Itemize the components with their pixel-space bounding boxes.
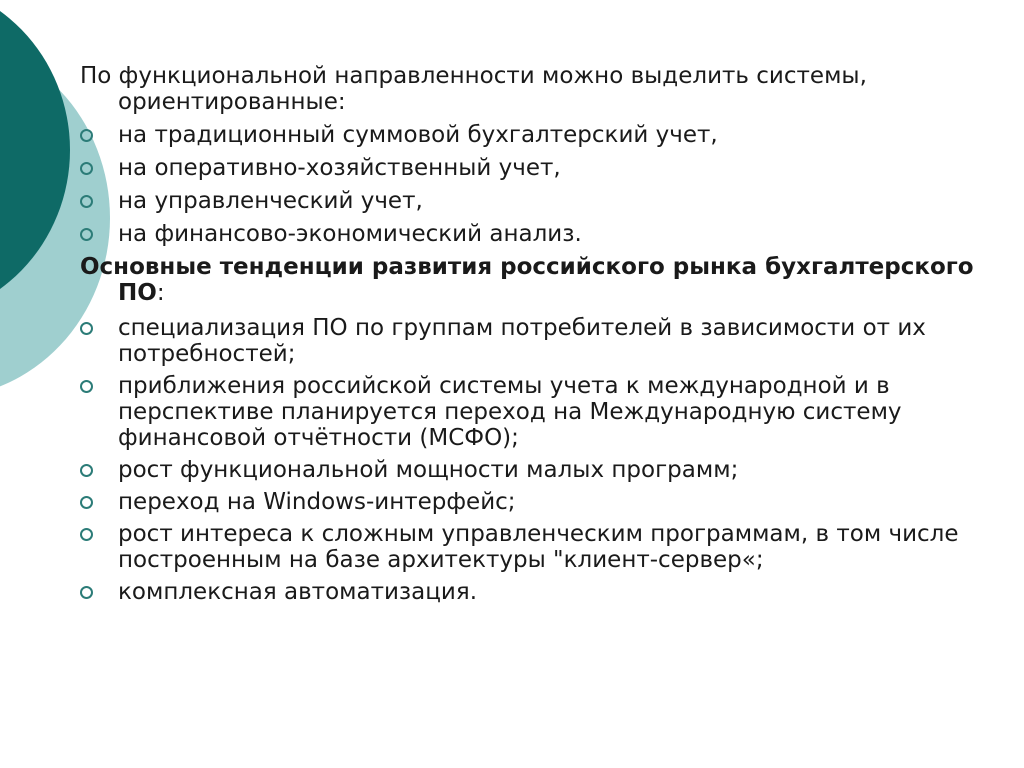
- bullet-icon: [80, 195, 93, 208]
- intro-paragraph: По функциональной направленности можно выделить системы, ориентированные:: [80, 63, 867, 115]
- bullet-icon: [80, 464, 93, 477]
- list-item: переход на Windows-интерфейс;: [80, 489, 990, 515]
- list-item: специализация ПО по группам потребителей в зависимости от их потребностей;: [80, 315, 990, 367]
- list-item: на традиционный суммовой бухгалтерский учет,: [80, 122, 990, 148]
- bullet-icon: [80, 496, 93, 509]
- slide-content: [80, 63, 990, 611]
- list-item: на управленческий учет,: [80, 188, 990, 214]
- bullet-icon: [80, 528, 93, 541]
- bullet-icon: [80, 586, 93, 599]
- list-item: рост интереса к сложным управленческим программам, в том числе построенным на базе архитектуры "клиент-сервер«;: [80, 521, 990, 573]
- bullet-icon: [80, 162, 93, 175]
- list-item: на финансово-экономический анализ.: [80, 221, 990, 247]
- bullet-icon: [80, 380, 93, 393]
- list-item: рост функциональной мощности малых программ;: [80, 457, 990, 483]
- orientation-list: [80, 122, 990, 247]
- list-item: на оперативно-хозяйственный учет,: [80, 155, 990, 181]
- list-item: приближения российской системы учета к международной и в перспективе планируется переход на Международную систему финансовой отчётности (МСФО);: [80, 373, 990, 451]
- bullet-icon: [80, 129, 93, 142]
- section-heading: Основные тенденции развития российского рынка бухгалтерского ПО:: [80, 254, 974, 306]
- bullet-icon: [80, 228, 93, 241]
- bullet-icon: [80, 322, 93, 335]
- list-item: комплексная автоматизация.: [80, 579, 990, 605]
- trends-list: [80, 315, 990, 605]
